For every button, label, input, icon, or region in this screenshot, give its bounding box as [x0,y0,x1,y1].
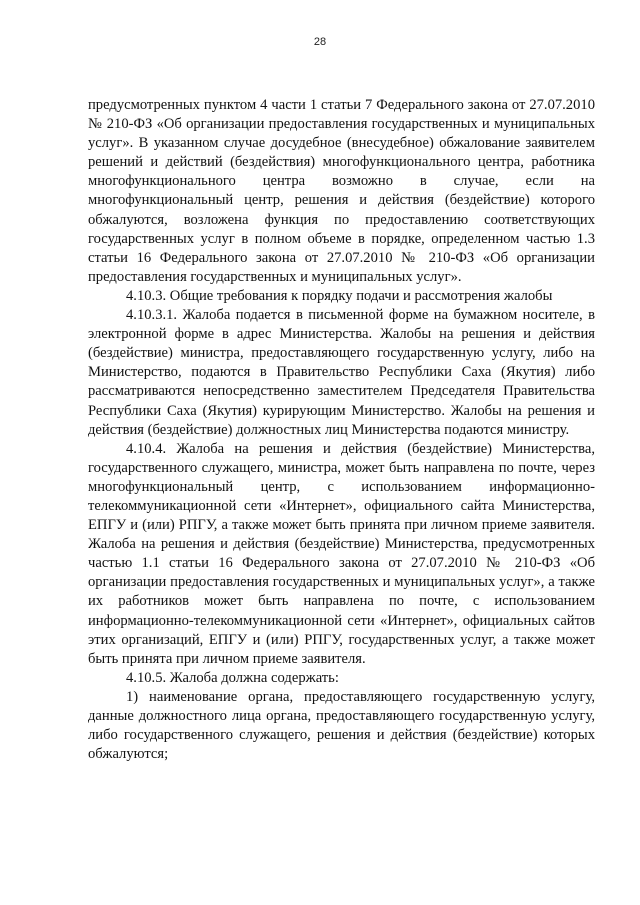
paragraph-4-10-3-1: 4.10.3.1. Жалоба подается в письменной форме на бумажном носителе, в электронной форме в адрес Министерства. Жалобы на решения и действия (бездействие) министра, предоставляющего государственную услугу, либо на Министерство, подаются в Правительство Республики Саха (Якутия) либо рассматриваются непосредственно заместителем Председателя Правительства Республики Саха (Якутия) курирующим Министерство. Жалобы на решения и действия (бездействие) должностных лиц Министерства подаются министру. [88,307,595,438]
paragraph-continuation: предусмотренных пунктом 4 части 1 статьи 7 Федерального закона от 27.07.2010 № 210-ФЗ «Об организации предоставления государственных и муниципальных услуг». В указанном случае досудебное (внесудебное) обжалование заявителем решений и действий (бездействия) многофункционального центра, работника многофункционального центра возможно в случае, если на многофункциональный центр, решения и действия (бездействие) которого обжалуются, возложена функция по предоставлению соответствующих государственных услуг в полном объеме в порядке, определенном частью 1.3 статьи 16 Федерального закона от 27.07.2010 № 210-ФЗ «Об организации предоставления государственных и муниципальных услуг». [88,97,595,285]
document-body [88,96,595,764]
paragraph-4-10-4: 4.10.4. Жалоба на решения и действия (бездействие) Министерства, государственного служащего, министра, может быть направлена по почте, через многофункциональный центр, с использованием информационно-телекоммуникационной сети «Интернет», официального сайта Министерства, ЕПГУ и (или) РПГУ, а также может быть принята при личном приеме заявителя. Жалоба на решения и действия (бездействие) Министерства, предусмотренных частью 1.1 статьи 16 Федерального закона от 27.07.2010 № 210-ФЗ «Об организации предоставления государственных и муниципальных услуг», а также их работников может быть направлена по почте, с использованием информационно-телекоммуникационной сети «Интернет», официальных сайтов этих организаций, ЕПГУ и (или) РПГУ, государственных услуг, а также может быть принята при личном приеме заявителя. [88,440,595,667]
page-number: 28 [313,36,327,48]
paragraph-4-10-5: 4.10.5. Жалоба должна содержать: [126,669,339,686]
paragraph-item-1: 1) наименование органа, предоставляющего государственную услугу, данные должностного лица органа, предоставляющего государственную услугу, либо государственного служащего, решения и действия (бездействие) которых обжалуются; [88,688,595,763]
paragraph-4-10-3: 4.10.3. Общие требования к порядку подачи и рассмотрения жалобы [126,287,553,304]
